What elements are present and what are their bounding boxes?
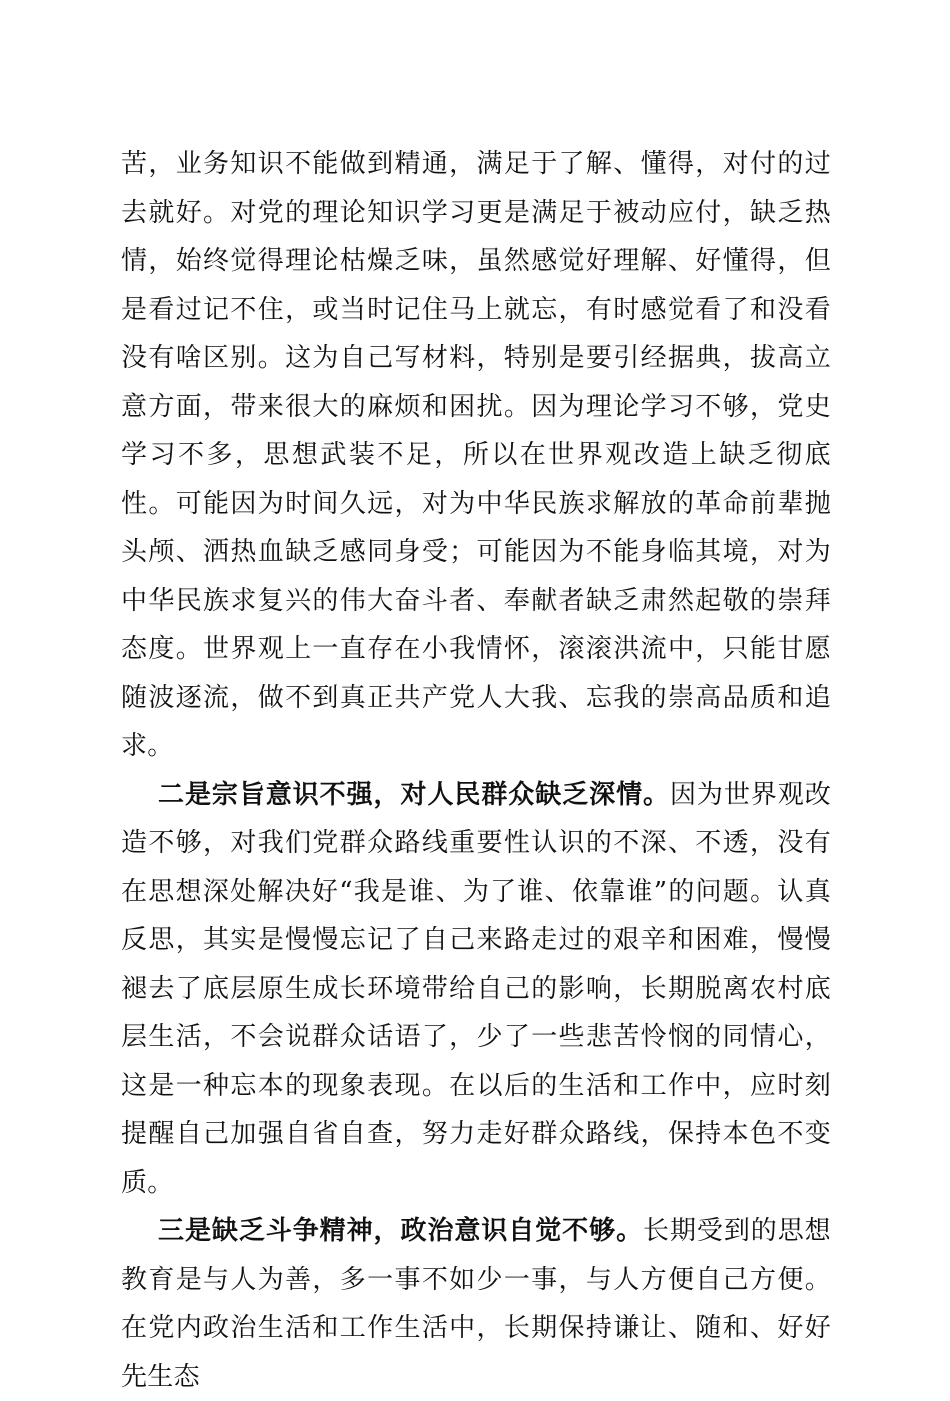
paragraph-2 (121, 771, 831, 1208)
paragraph-3-text: 长期受到的思想教育是与人为善，多一事不如少一事，与人方便自己方便。在党内政治生活和工作生活中，长期保持谦让、随和、好好先生态 (121, 1216, 831, 1392)
paragraph-1-text: 苦，业务知识不能做到精通，满足于了解、懂得，对付的过去就好。对党的理论知识学习更是满足于被动应付，缺乏热情，始终觉得理论枯燥乏味，虽然感觉好理解、好懂得，但是看过记不住，或当时记住马上就忘，有时感觉看了和没看没有啥区别。这为自己写材料，特别是要引经据典，拔高立意方面，带来很大的麻烦和困扰。因为理论学习不够，党史学习不多，思想武装不足，所以在世界观改造上缺乏彻底性。可能因为时间久远，对为中华民族求解放的革命前辈抛头颅、洒热血缺乏感同身受；可能因为不能身临其境，对为中华民族求复兴的伟大奋斗者、奉献者缺乏肃然起敬的崇拜态度。世界观上一直存在小我情怀，滚滚洪流中，只能甘愿随波逐流，做不到真正共产党人大我、忘我的崇高品质和追求。 (121, 149, 831, 761)
paragraph-2-lead: 二是宗旨意识不强，对人民群众缺乏深情。 (158, 779, 670, 810)
paragraph-2-text: 因为世界观改造不够，对我们党群众路线重要性认识的不深、不透，没有在思想深处解决好“我是谁、为了谁、依靠谁”的问题。认真反思，其实是慢慢忘记了自己来路走过的艰辛和困难，慢慢褪去了底层原生成长环境带给自己的影响，长期脱离农村底层生活，不会说群众话语了，少了一些悲苦怜悯的同情心，这是一种忘本的现象表现。在以后的生活和工作中，应时刻提醒自己加强自省自查，努力走好群众路线，保持本色不变质。 (121, 779, 831, 1198)
document-body (121, 140, 831, 1401)
paragraph-3 (121, 1207, 831, 1401)
paragraph-3-lead: 三是缺乏斗争精神，政治意识自觉不够。 (158, 1216, 644, 1246)
paragraph-1 (121, 140, 831, 771)
